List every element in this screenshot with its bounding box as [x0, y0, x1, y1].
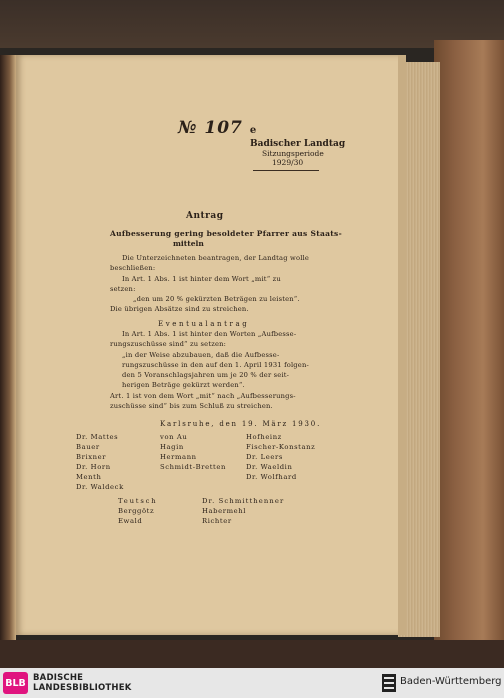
eventual-line: rungszuschüsse sind“ zu setzen: — [110, 340, 227, 348]
signature-name: Habermehl — [202, 507, 247, 515]
signature-name: Ewald — [118, 517, 143, 525]
body-line: beschließen: — [110, 264, 156, 272]
session-period-years: 1929/30 — [272, 158, 304, 167]
signature-name: Hofheinz — [246, 433, 282, 441]
signature-name: Berggötz — [118, 507, 155, 515]
book-cover-top — [0, 0, 504, 48]
signature-name: Dr. Schmitthenner — [202, 497, 285, 505]
header-rule — [253, 170, 319, 171]
signature-name: Dr. Wolfhard — [246, 473, 297, 481]
signature-name: Dr. Leers — [246, 453, 283, 461]
body-line: Die übrigen Absätze sind zu streichen. — [110, 305, 249, 313]
library-name-line2: LANDESBIBLIOTHEK — [33, 683, 132, 693]
body-line: setzen: — [110, 285, 136, 293]
signature-name: Schmidt-Bretten — [160, 463, 226, 471]
eventual-line: den 5 Voranschlagsjahren um je 20 % der seit- — [122, 371, 290, 379]
signature-name: Dr. Waeldin — [246, 463, 293, 471]
session-period-label: Sitzungsperiode — [262, 149, 324, 158]
organization-name: Badischer Landtag — [250, 139, 346, 149]
motion-subject-continued: mitteln — [173, 239, 204, 248]
signature-name: Menth — [76, 473, 102, 481]
signature-name: Dr. Mattes — [76, 433, 119, 441]
eventual-line: Art. 1 ist von dem Wort „mit“ nach „Aufbesserungs- — [110, 392, 296, 400]
document-number-suffix: e — [249, 125, 258, 136]
eventual-line: zuschüsse sind“ bis zum Schluß zu streichen. — [110, 402, 273, 410]
eventual-line: In Art. 1 Abs. 1 ist hinter den Worten „Aufbesse- — [122, 330, 297, 338]
signature-name: Dr. Horn — [76, 463, 111, 471]
eventual-line: rungszuschüsse in den auf den 1. April 1931 folgen- — [122, 361, 309, 369]
signature-name: Dr. Waldeck — [76, 483, 124, 491]
signature-name: von Au — [160, 433, 188, 441]
signature-name: Richter — [202, 517, 232, 525]
document-number — [178, 118, 257, 138]
book-cover-bottom — [0, 640, 504, 668]
eventual-line: herigen Beträge gekürzt werden“. — [122, 381, 245, 389]
signature-name: Fischer-Konstanz — [246, 443, 316, 451]
motion-heading: Antrag — [186, 211, 224, 221]
state-coat-of-arms-icon — [381, 673, 397, 693]
eventual-motion-heading: Eventualantrag — [158, 320, 250, 328]
place-and-date: Karlsruhe, den 19. März 1930. — [160, 420, 322, 428]
body-line: In Art. 1 Abs. 1 ist hinter dem Wort „mit“ zu — [122, 275, 281, 283]
signature-name: Hagin — [160, 443, 184, 451]
book-cover-right — [434, 40, 504, 648]
footer-bar — [0, 668, 504, 698]
signature-name: Bauer — [76, 443, 100, 451]
motion-subject: Aufbesserung gering besoldeter Pfarrer aus Staats- — [110, 229, 342, 238]
eventual-line: „in der Weise abzubauen, daß die Aufbesse- — [122, 351, 280, 359]
body-line: Die Unterzeichneten beantragen, der Landtag wolle — [122, 254, 310, 262]
book-binding — [0, 55, 16, 640]
state-name[interactable]: Baden-Württemberg — [400, 676, 502, 687]
body-line: „den um 20 % gekürzten Beträgen zu leisten“. — [133, 295, 300, 303]
signature-name: Hermann — [160, 453, 197, 461]
signature-name: Brixner — [76, 453, 107, 461]
blb-logo[interactable]: BLB — [3, 672, 28, 694]
document-number-value: № 107 — [178, 118, 243, 138]
signature-name: Teutsch — [118, 497, 158, 505]
page-fold — [398, 55, 406, 635]
library-name-line1: BADISCHE — [33, 673, 84, 683]
